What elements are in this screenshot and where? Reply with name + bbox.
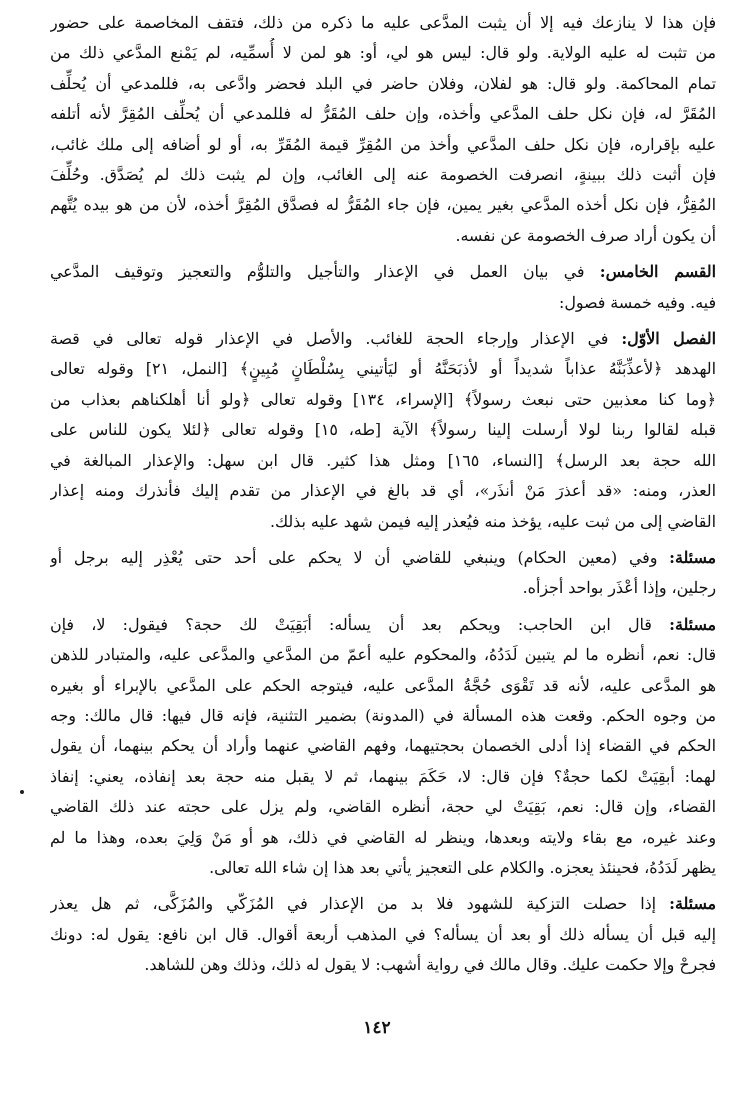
text-line: القسم الخامس: في بيان العمل في الإعذار والتأجيل والتلوُّم والتعجيز وتوقيف المدَّعي xyxy=(50,262,716,282)
text-line: يظهر لَدَدُهُ، فحينئذ يعجزه. والكلام على التعجيز يأتي بعد هذا إن شاء الله تعالى. xyxy=(209,857,716,877)
section-heading: مسئلة: xyxy=(669,894,716,914)
text-line: فإن هذا لا ينازعك فيه إلا أن يثبت المدَّعى عليه ما ذكره من ذلك، فتقف المخاصمة على حضور xyxy=(50,13,716,32)
text-line: فجرحْ وإلا حكمت عليك. وقال مالك في رواية أشهب: لا يقول له ذلك، وذلك وهن للشاهد. xyxy=(144,955,716,975)
text-line: إليه قبل أن يسأله ذلك أو بعد أن يسأله؟ في المذهب أربعة أقوال. قال ابن نافع: يقول له: دونك xyxy=(50,924,716,944)
page-number: ١٤٢ xyxy=(363,1018,391,1038)
text-line: من وجوه الحكم. وقعت هذه المسألة في (المدونة) بضمير التثنية، فإنه قال فيها: قال مالك: وجه xyxy=(50,705,716,725)
section-heading: الفصل الأوّل: xyxy=(621,329,716,349)
text-line: المُقِرُّ، فإن نكل أخذه المدَّعي بغير يمين، فإن جاء المُقَرُّ له فصدَّق المُقِرَّ أخذه، لأن من هو بيده يُتَّهم xyxy=(50,195,716,215)
text-line: أن يكون أراد صرف الخصومة عن نفسه. xyxy=(455,225,716,245)
text-line: قال: نعم، أنظره ما لم يتبين لَدَدُهُ، والمحكوم عليه أعمّ من المدَّعي والمدَّعى عليه، والمتبادر للذهن xyxy=(50,645,716,665)
page-body xyxy=(50,8,716,981)
text-line: هو المدَّعى عليه، لأنه قد تَقْوَى حُجَّةُ المدَّعى عليه، فيتوجه الحكم على المدَّعي بالإبراء أو بغيره xyxy=(50,675,716,695)
text-line: الله حجة بعد الرسل﴾ [النساء، ١٦٥] ومثل هذا كثير. قال ابن سهل: والإعذار المبالغة في xyxy=(50,450,716,470)
paragraph xyxy=(50,257,716,318)
text-line: رجلين، وإذا أعْذَر بواحد أجزأه. xyxy=(522,578,716,598)
text-line: عليه بإقراره، فإن نكل حلف المدَّعي وأخذ من المُقِرِّ قيمة المُقَرِّ به، أو لو أضافه إلى ملك غائب، xyxy=(50,134,716,154)
margin-mark xyxy=(20,790,24,794)
text-line: تمام المحاكمة. ولو قال: هو لفلان، وفلان حاضر في البلد فحضر وادَّعى به، فللمدعي أن يُحلِّف xyxy=(50,73,716,93)
paragraph xyxy=(50,610,716,884)
paragraph xyxy=(50,543,716,604)
text-line: القضاء، وإن قال: نعم، بَقِيَتْ لي حجة، أنظره القاضي، ولم يزل على حجته عند ذلك القاضي xyxy=(50,797,716,817)
text-line: لهما: أبقِيَتْ لكما حجةٌ؟ فإن قال: لا، حَكَمَ بينهما، ثم لا يقبل منه حجة بعد إنفاذه، يعني: إنفاذ xyxy=(50,766,716,786)
text-line: فيه. وفيه خمسة فصول: xyxy=(559,292,716,312)
paragraph xyxy=(50,8,716,251)
text-line: المُقَرَّ له، فإن نكل حلف المدَّعي وأخذه، وإن حلف المُقَرُّ له فللمدعي أن يُحلِّف المُقِرَّ لأنه أتلفه xyxy=(50,104,716,124)
section-heading: مسئلة: xyxy=(669,614,716,634)
text-line: من تثبت له عليه الولاية. ولو قال: ليس هو لي، أو: هو لمن لا أُسمِّيه، لم يَمْنع المدَّعي ذلك من xyxy=(50,43,716,63)
paragraph xyxy=(50,889,716,980)
text-line: فإن أثبت ذلك ببينةٍ، انصرفت الخصومة عنه إلى الغائب، وإن لم يثبت ذلك لم يُصَدَّق. وحُلِّفَ xyxy=(50,165,716,185)
text-line: القاضي إلى من ثبت عليه، يؤخذ منه فيُعذر إليه فيمن شهد عليه بذلك. xyxy=(270,511,716,531)
text-line: مسئلة: وفي (معين الحكام) وينبغي للقاضي أن لا يحكم على أحد حتى يُعْذِر إليه برجل أو xyxy=(50,547,716,567)
text-line: ﴿وما كنا معذبين حتى نبعث رسولاً﴾ [الإسراء، ١٣٤] وقوله تعالى ﴿ولو أنا أهلكناهم بعذاب من xyxy=(50,389,716,409)
section-heading: القسم الخامس: xyxy=(599,262,716,282)
text-line: مسئلة: قال ابن الحاجب: ويحكم بعد أن يسأله: أبَقِيَتْ لك حجة؟ فيقول: لا، فإن xyxy=(50,614,716,634)
paragraph xyxy=(50,324,716,537)
text-line: مسئلة: إذا حصلت التزكية للشهود فلا بد من الإعذار في المُزَكّي والمُزَكَّى، ثم هل يعذر xyxy=(50,894,716,914)
text-line: الحكم في القضاء إذا أدلى الخصمان بحجتيهما، وفهم القاضي عنهما وأراد أن يحكم بينهما، أن يقول xyxy=(50,736,716,756)
text-line: الهدهد ﴿لأعذِّبَنَّهُ عذاباً شديداً أو لأذبَحَنَّهُ أو ليَأتيني بِسُلْطَانٍ مُبِينٍ﴾ [النمل، ٢١] وقوله تعالى xyxy=(50,359,716,379)
section-heading: مسئلة: xyxy=(669,547,716,567)
text-line: وعند غيره، مع بقاء ولايته وبعدها، وينظر له القاضي في ذلك، هو أو مَنْ وَلِيَ بعده، وهذا ما لم xyxy=(50,827,716,847)
text-line: العذر، ومنه: «قد أعذرَ مَنْ أنذَر»، أي قد بالغ في الإعذار من تقدم إليك فأنذرك ومنه إعذار xyxy=(50,481,716,501)
text-line: الفصل الأوّل: في الإعذار وإرجاء الحجة للغائب. والأصل في الإعذار قوله تعالى في قصة xyxy=(50,329,716,349)
text-line: قبله لقالوا ربنا لولا أرسلت إلينا رسولاً﴾ الآية [طه، ١٥] وقوله تعالى ﴿لئلا يكون للناس على xyxy=(50,420,716,440)
